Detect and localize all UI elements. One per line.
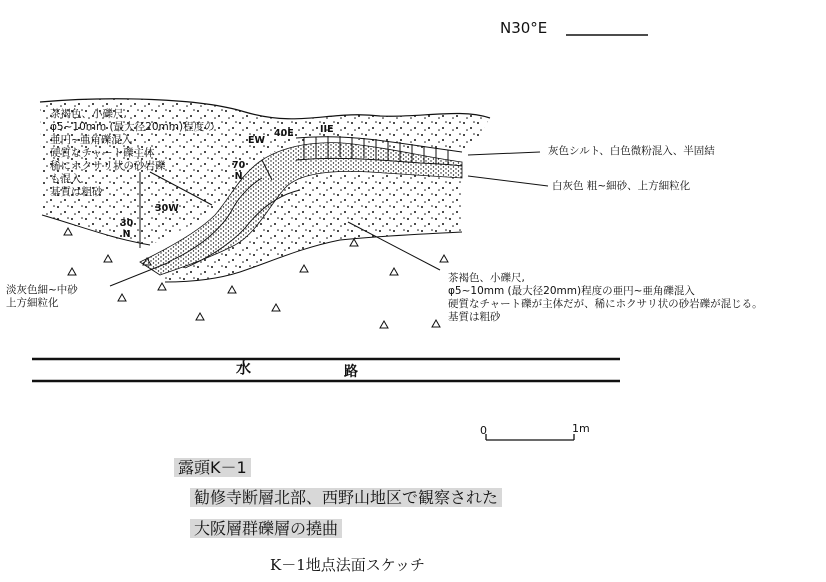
caption-subtitle-1: 勧修寺断層北部、西野山地区で観察された <box>190 485 502 508</box>
caption-subtitle-2: 大阪層群礫層の撓曲 <box>190 516 342 539</box>
dip-label-ew: EW <box>248 135 265 146</box>
white-sand-annotation: 白灰色 粗~細砂、上方細粒化 <box>552 180 691 192</box>
dip-label-iie: IIE <box>320 124 334 135</box>
dip-label-30n: 30 N <box>120 218 134 240</box>
scale-label-0: 0 <box>480 424 487 437</box>
waterway-label-2: 路 <box>344 364 358 380</box>
orientation-label: N30°E <box>500 19 548 37</box>
caption-figure-title: K－1地点法面スケッチ <box>270 556 426 574</box>
scale-label-1m: 1m <box>572 422 590 435</box>
dip-label-30w: 30W <box>155 203 179 214</box>
left-sand-annotation: 淡灰色細~中砂 上方細粒化 <box>6 284 78 309</box>
caption-title: 露頭K－1 <box>174 455 251 478</box>
dip-label-40e: 40E <box>274 128 294 139</box>
silt-annotation: 灰色シルト、白色微粉混入、半固結 <box>548 145 715 157</box>
upper-gravel-annotation: 茶褐色、小礫尺, φ5~10mm (最大径20mm)程度の 亜円~亜角礫混入 硬質なチャート礫主体 稀にホクサリ状の砂岩礫 も混入 基質は粗砂 <box>50 108 215 198</box>
waterway-label-1: 水 <box>236 359 252 377</box>
dip-label-70n: 70 N <box>232 160 246 182</box>
lower-gravel-annotation: 茶褐色、小礫尺, φ5~10mm (最大径20mm)程度の亜円~亜角礫混入 硬質なチャート礫が主体だが、稀にホクサリ状の砂岩礫が混じる。 基質は粗砂 <box>448 272 763 323</box>
scale-bar <box>486 434 574 440</box>
